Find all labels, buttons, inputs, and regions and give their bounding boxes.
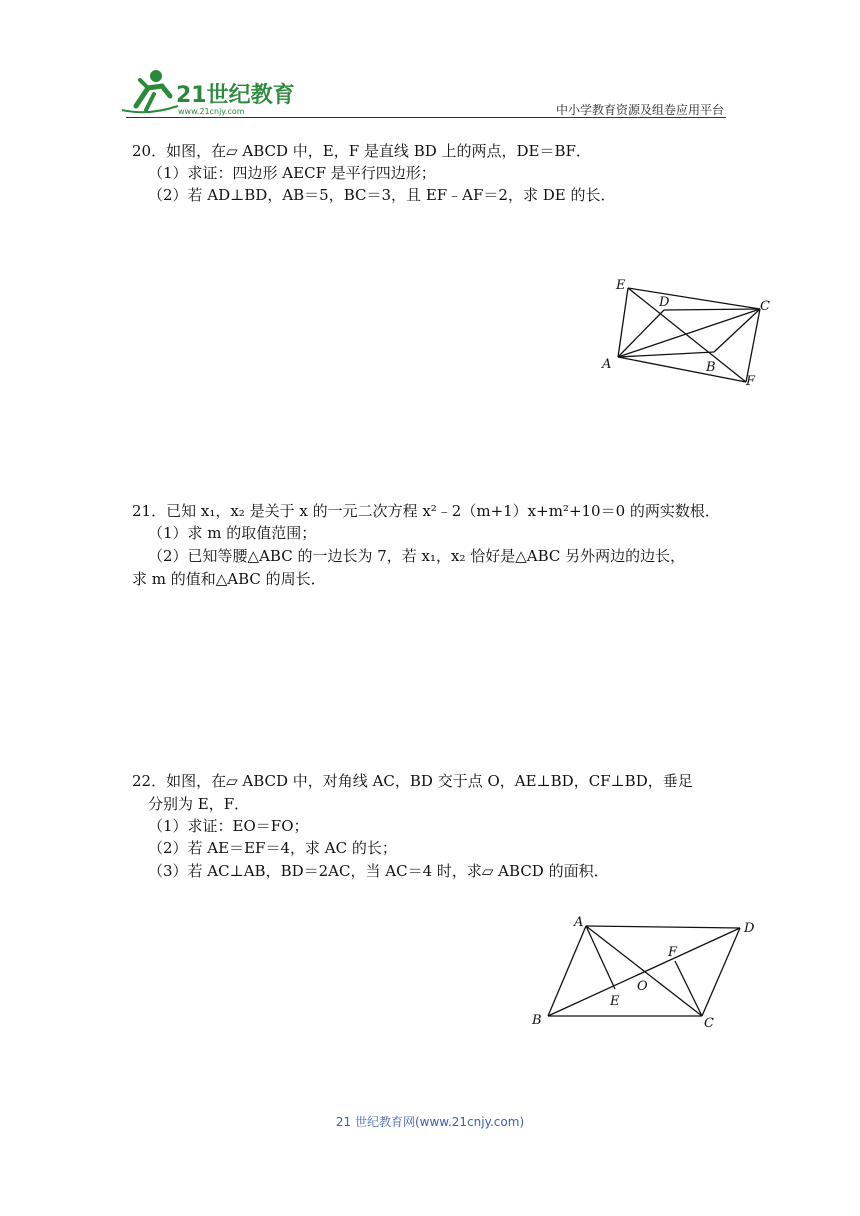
q21-part2-cont: 求 m 的值和△ABC 的周长． xyxy=(132,570,326,588)
label-C: C xyxy=(760,299,770,314)
runner-logo-icon xyxy=(118,66,298,118)
label-A: A xyxy=(602,357,612,372)
label-D: D xyxy=(659,295,670,310)
q20-stem: 20．如图，在▱ ABCD 中，E，F 是直线 BD 上的两点，DE＝BF． xyxy=(132,142,591,160)
label-O: O xyxy=(637,979,648,994)
q22-part1: （1）求证：EO＝FO； xyxy=(148,817,309,835)
label-E: E xyxy=(610,994,620,1009)
footer-link[interactable]: 21 世纪教育网(www.21cnjy.com) xyxy=(335,1115,525,1129)
platform-title: 中小学教育资源及组卷应用平台 xyxy=(555,103,724,117)
label-B: B xyxy=(532,1013,542,1028)
q22-stem: 22．如图，在▱ ABCD 中，对角线 AC，BD 交于点 O，AE⊥BD，CF⊥BD，垂足 xyxy=(132,772,693,790)
q22-figure xyxy=(526,910,766,1035)
q22-part3: （3）若 AC⊥AB，BD＝2AC，当 AC＝4 时，求▱ ABCD 的面积． xyxy=(148,862,609,880)
label-F: F xyxy=(746,374,756,389)
site-logo xyxy=(118,66,298,118)
label-C: C xyxy=(704,1016,714,1031)
label-A: A xyxy=(574,915,584,930)
svg-text:www.21cnjy.com: www.21cnjy.com xyxy=(178,107,245,116)
q22-part2: （2）若 AE＝EF＝4，求 AC 的长； xyxy=(148,839,397,857)
q21-stem: 21．已知 x₁，x₂ 是关于 x 的一元二次方程 x²﹣2（m+1）x+m²+10＝0 的两实数根． xyxy=(132,502,720,520)
svg-text:21世纪教育: 21世纪教育 xyxy=(176,83,295,108)
q20-figure xyxy=(596,272,786,392)
label-F: F xyxy=(668,945,678,960)
label-B: B xyxy=(706,360,716,375)
q20-part2: （2）若 AD⊥BD，AB＝5，BC＝3，且 EF﹣AF＝2，求 DE 的长． xyxy=(148,186,616,204)
q20-part1: （1）求证：四边形 AECF 是平行四边形； xyxy=(148,164,436,182)
q21-part2: （2）已知等腰△ABC 的一边长为 7，若 x₁，x₂ 恰好是△ABC 另外两边的边长， xyxy=(148,547,686,565)
header-divider xyxy=(126,117,726,118)
q22-stem-cont: 分别为 E，F． xyxy=(148,795,250,813)
q21-part1: （1）求 m 的取值范围； xyxy=(148,524,317,542)
label-E: E xyxy=(616,278,626,293)
label-D: D xyxy=(744,921,755,936)
